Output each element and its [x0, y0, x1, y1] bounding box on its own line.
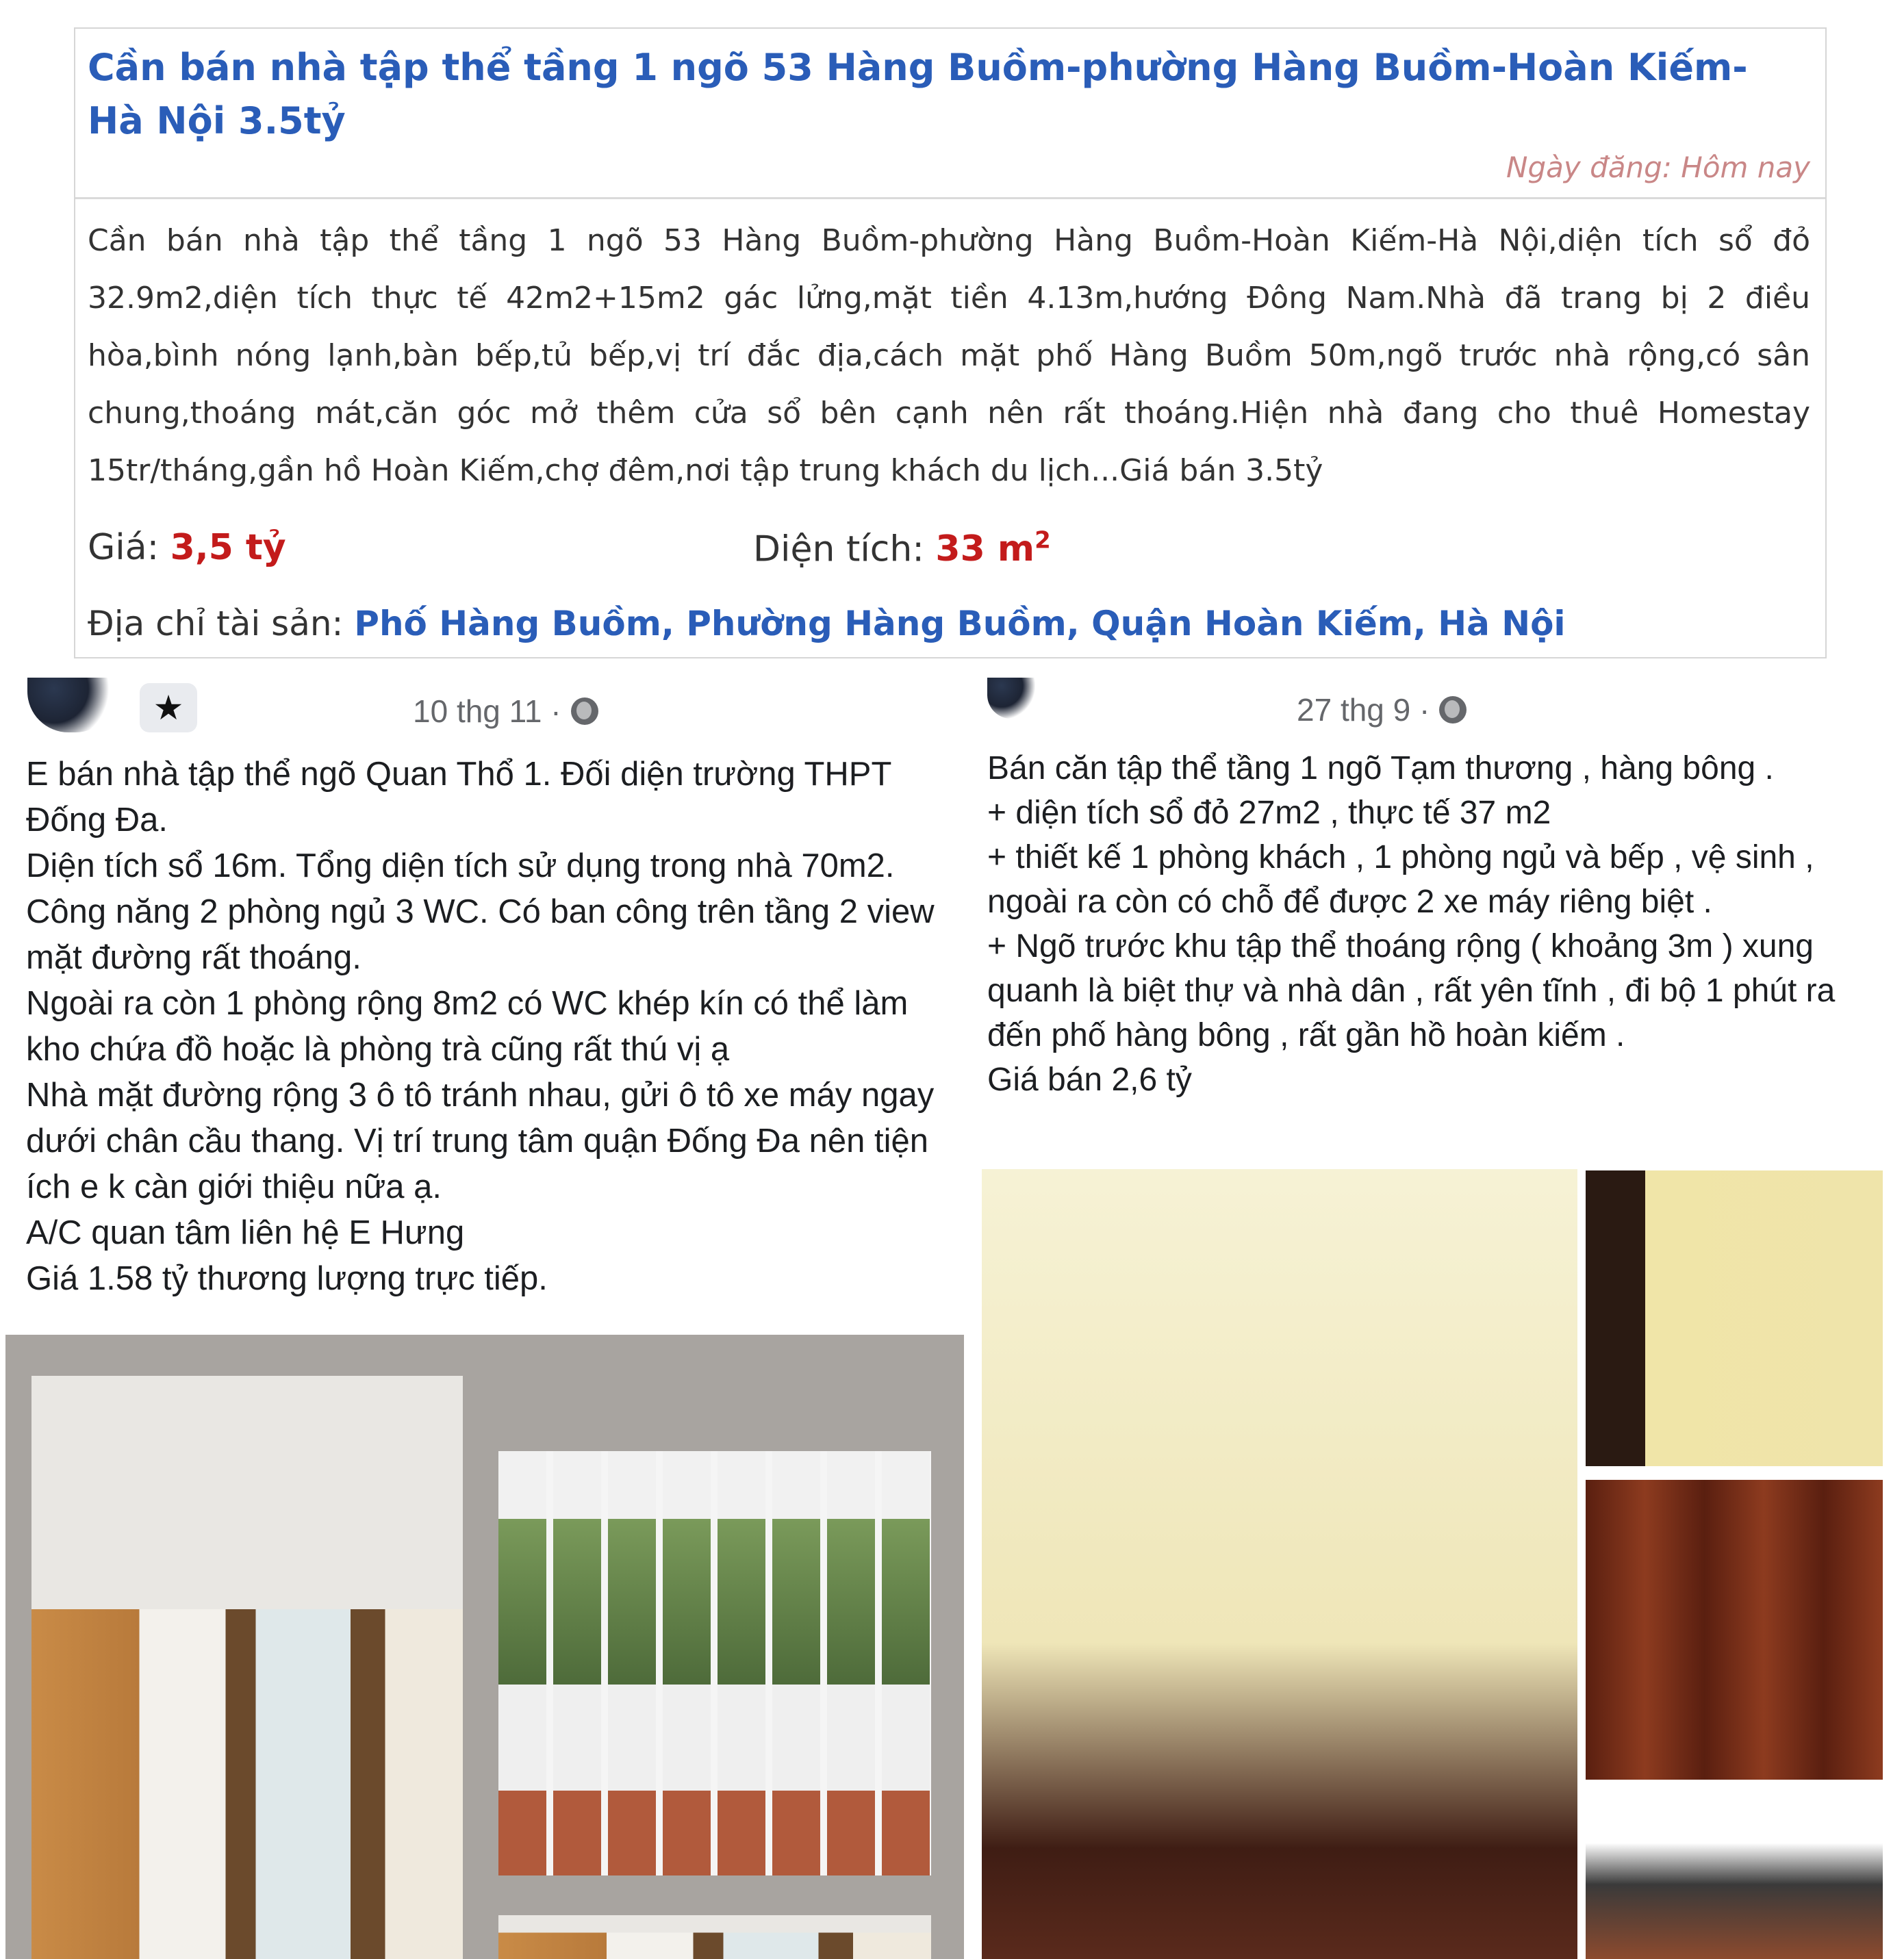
post-date[interactable]: 10 thg 11 ·: [413, 693, 561, 729]
price-row: [88, 527, 286, 568]
area-row: [753, 527, 1051, 569]
facebook-post-right: [972, 678, 1904, 1959]
post-paragraph: Ngoài ra còn 1 phòng rộng 8m2 có WC khép kín có thể làm kho chứa đồ hoặc là phòng trà cũng rất thú vị ạ: [26, 985, 909, 1068]
interior-photo[interactable]: [498, 1915, 931, 1959]
post-paragraph: Diện tích sổ 16m. Tổng diện tích sử dụng trong nhà 70m2. Công năng 2 phòng ngủ 3 WC. Có ban công trên tầng 2 view mặt đường rất thoáng.: [26, 847, 935, 976]
post-paragraph: E bán nhà tập thể ngõ Quan Thổ 1. Đối diện trường THPT Đống Đa.: [26, 756, 891, 838]
post-date[interactable]: 27 thg 9 ·: [1297, 692, 1430, 728]
balcony-photo[interactable]: [498, 1451, 931, 1875]
post-paragraph: Giá bán 2,6 tỷ: [987, 1062, 1192, 1098]
post-paragraph: + diện tích sổ đỏ 27m2 , thực tế 37 m2: [987, 795, 1551, 831]
post-paragraph: Giá 1.58 tỷ thương lượng trực tiếp.: [26, 1260, 548, 1297]
address-row: [88, 604, 1566, 643]
listing-date: Ngày đăng: Hôm nay: [1506, 151, 1810, 184]
price-value: 3,5 tỷ: [170, 527, 286, 568]
area-label: Diện tích:: [753, 528, 924, 570]
globe-icon: [1439, 696, 1467, 724]
divider: [75, 197, 1825, 199]
avatar[interactable]: [27, 678, 116, 732]
area-value: [935, 528, 1050, 569]
listing-card: [74, 27, 1827, 658]
alley-photo[interactable]: [1586, 1793, 1883, 1959]
room-photo[interactable]: [982, 1169, 1577, 1959]
listing-description: Cần bán nhà tập thể tầng 1 ngõ 53 Hàng Buồm-phường Hàng Buồm-Hoàn Kiếm-Hà Nội,diện tích sổ đỏ 32.9m2,diện tích thực tế 42m2+15m2 gác lửng,mặt tiền 4.13m,hướng Đông Nam.Nhà đã trang bị 2 điều hòa,bình nóng lạnh,bàn bếp,tủ bếp,vị trí đắc địa,cách mặt phố Hàng Buồm 50m,ngõ trước nhà rộng,có sân chung,thoáng mát,căn góc mở thêm cửa sổ bên cạnh nên rất thoáng.Hiện nhà đang cho thuê Homestay 15tr/tháng,gần hồ Hoàn Kiếm,chợ đêm,nơi tập trung khách du lịch...Giá bán 3.5tỷ: [88, 223, 1810, 488]
post-meta: [1297, 691, 1467, 728]
area-unit-sup: 2: [1034, 527, 1051, 554]
area-number: 33 m: [935, 528, 1035, 570]
listing-title[interactable]: Cần bán nhà tập thể tầng 1 ngõ 53 Hàng Buồm-phường Hàng Buồm-Hoàn Kiếm-Hà Nội 3.5tỷ: [88, 46, 1748, 142]
star-icon[interactable]: ★: [140, 683, 197, 732]
post-text: [26, 752, 943, 1302]
room-side-photo[interactable]: [1586, 1170, 1883, 1466]
post-paragraph: Nhà mặt đường rộng 3 ô tô tránh nhau, gửi ô tô xe máy ngay dưới chân cầu thang. Vị trí trung tâm quận Đống Đa nên tiện ích e k càn giới thiệu nữa ạ.: [26, 1077, 935, 1205]
facebook-post-left: [0, 678, 965, 1959]
globe-icon: [571, 697, 598, 725]
kitchen-photo[interactable]: [31, 1376, 463, 1959]
post-paragraph: A/C quan tâm liên hệ E Hưng: [26, 1214, 465, 1251]
post-paragraph: + Ngõ trước khu tập thể thoáng rộng ( khoảng 3m ) xung quanh là biệt thự và nhà dân , rất yên tĩnh , đi bộ 1 phút ra đến phố hàng bông , rất gần hồ hoàn kiếm .: [987, 928, 1836, 1053]
address-label: Địa chỉ tài sản:: [88, 604, 344, 643]
post-text: [987, 746, 1891, 1102]
address-link[interactable]: Phố Hàng Buồm, Phường Hàng Buồm, Quận Hoàn Kiếm, Hà Nội: [354, 604, 1566, 643]
post-paragraph: + thiết kế 1 phòng khách , 1 phòng ngủ và bếp , vệ sinh , ngoài ra còn có chỗ để được 2 xe máy riêng biệt .: [987, 839, 1814, 920]
price-label: Giá:: [88, 527, 160, 568]
door-photo[interactable]: [1586, 1480, 1883, 1780]
avatar[interactable]: [987, 678, 1035, 719]
post-paragraph: Bán căn tập thể tầng 1 ngõ Tạm thương , hàng bông .: [987, 750, 1774, 786]
post-meta: [413, 693, 598, 730]
